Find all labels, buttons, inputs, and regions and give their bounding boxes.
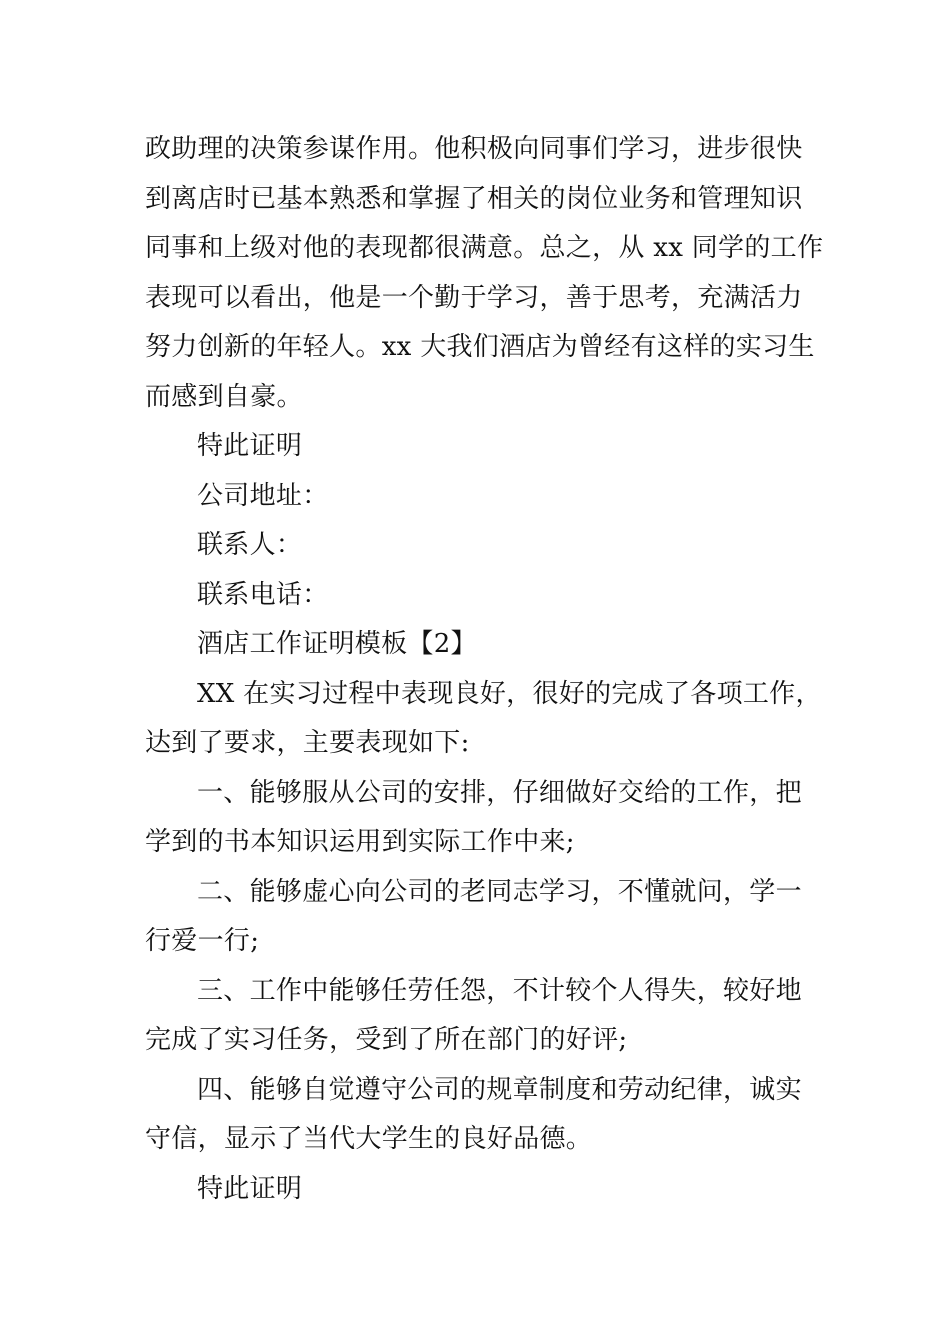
closing-line: 特此证明 [197,1173,303,1204]
list-item-continuation: 完成了实习任务，受到了所在部门的好评; [145,1025,628,1055]
contact-phone-label: 联系电话： [197,579,329,610]
text-line: 政助理的决策参谋作用。他积极向同事们学习，进步很快 [145,134,803,164]
list-item: 一、能够服从公司的安排，仔细做好交给的工作，把 [197,777,802,808]
list-item-continuation: 守信，显示了当代大学生的良好品德。 [145,1124,593,1154]
list-item-continuation: 学到的书本知识运用到实际工作中来; [145,827,575,857]
text-line: 而感到自豪。 [145,381,303,412]
list-item: 四、能够自觉遵守公司的规章制度和劳动纪律，诚实 [197,1074,802,1105]
section-title: 酒店工作证明模板【2】 [197,629,477,659]
contact-person-label: 联系人： [197,530,303,560]
document-body [145,125,824,1214]
text-line: 努力创新的年轻人。xx 大我们酒店为曾经有这样的实习生 [145,332,815,362]
text-line: 达到了要求，主要表现如下: [145,728,470,758]
text-line: XX 在实习过程中表现良好，很好的完成了各项工作， [197,678,822,709]
list-item-continuation: 行爱一行; [145,926,260,956]
text-line: 表现可以看出，他是一个勤于学习，善于思考，充满活力 [145,282,803,313]
company-address-label: 公司地址： [197,480,329,511]
list-item: 二、能够虚心向公司的老同志学习，不懂就问，学一 [197,876,802,907]
text-line: 到离店时已基本熟悉和掌握了相关的岗位业务和管理知识 [145,183,803,214]
text-line: 同事和上级对他的表现都很满意。总之，从 xx 同学的工作 [145,233,824,263]
list-item: 三、工作中能够任劳任怨，不计较个人得失，较好地 [197,975,802,1006]
closing-line: 特此证明 [197,431,303,461]
